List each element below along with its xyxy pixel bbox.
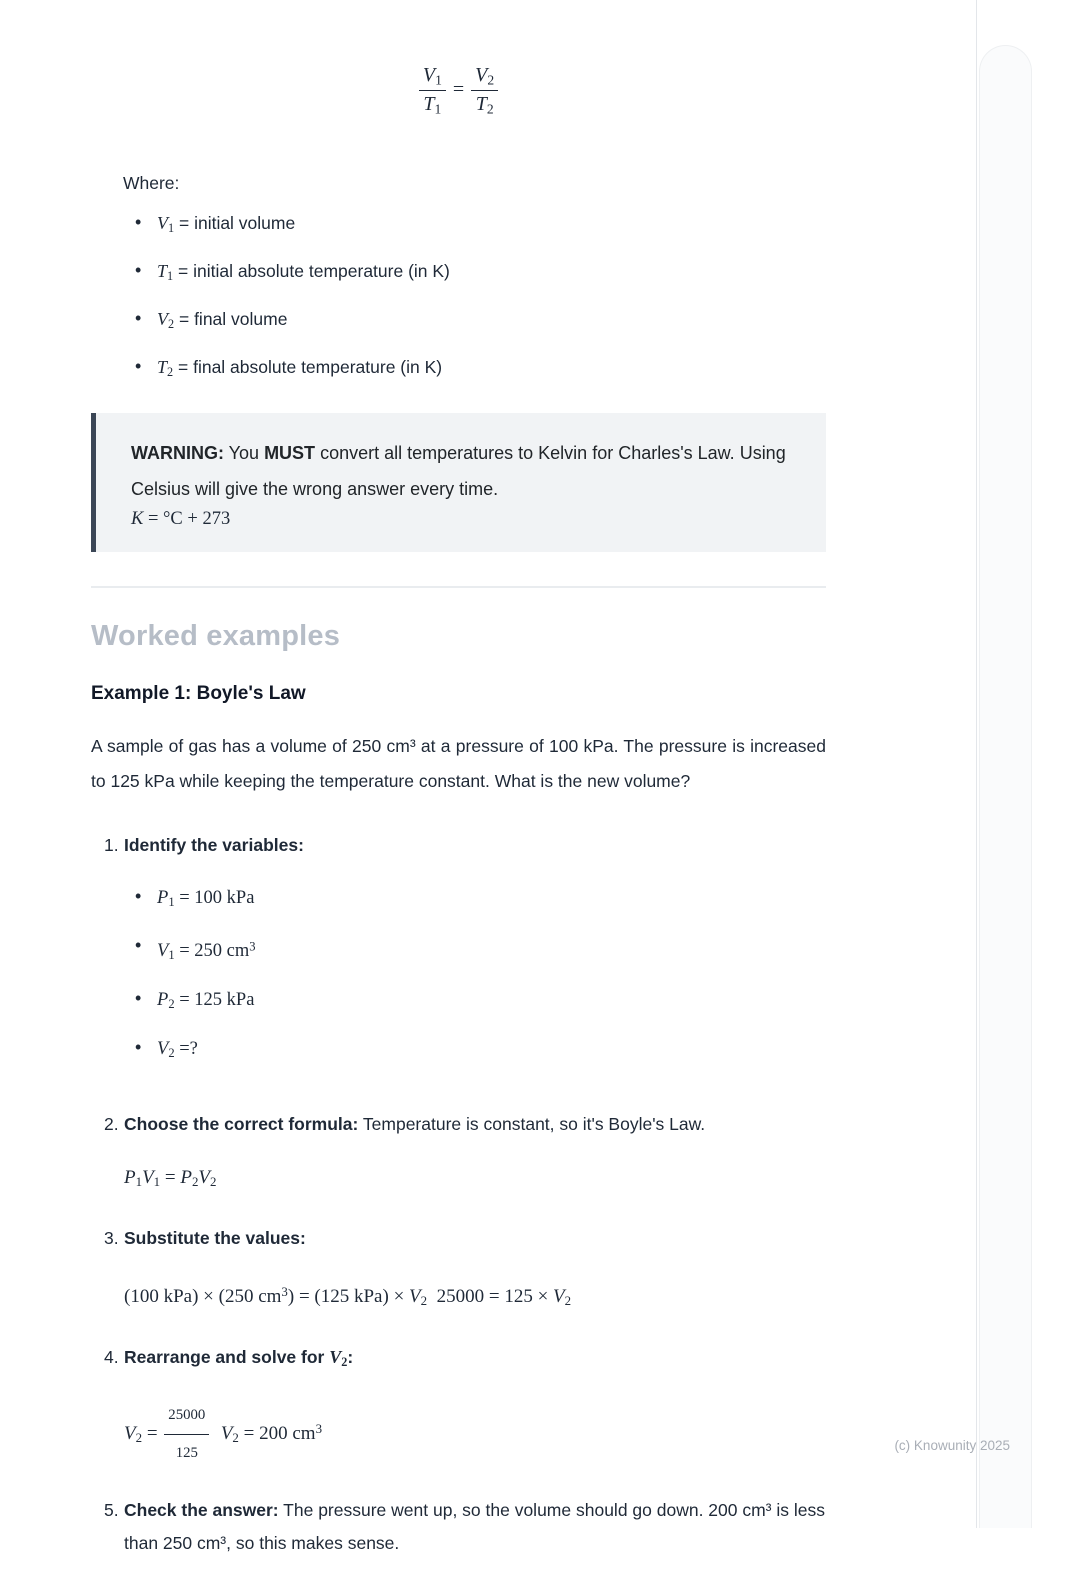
warning-text <box>131 435 796 507</box>
scrollbar-thumb[interactable] <box>979 45 1032 1528</box>
warning-rest: convert all temperatures to Kelvin for Charles's Law. Using Celsius will give the wrong answer every time. <box>131 442 786 499</box>
math-expression: V1 = 250 $cm^3$ <box>157 939 256 962</box>
section-divider <box>91 586 826 588</box>
step-lead: Check the answer: <box>124 1500 279 1521</box>
example-heading: Example 1: Boyle's Law <box>91 682 306 704</box>
steps-list <box>91 829 826 1561</box>
step-body <box>124 1108 826 1198</box>
copyright-footer: (c) Knowunity 2025 <box>894 1438 1010 1453</box>
list-item <box>135 210 826 241</box>
section-title: Worked examples <box>91 619 341 652</box>
list-item <box>135 306 826 337</box>
step-body <box>124 829 826 1084</box>
step-number: 3. <box>104 1228 119 1249</box>
where-list <box>135 210 826 385</box>
boyles-law-formula: P1V1 = P2V2 <box>124 1167 217 1190</box>
step-choose-formula <box>104 1108 826 1198</box>
math-var: V2 <box>157 308 175 331</box>
solution-formula: V2 = $\frac{25000}{125}$ V2 = 200 $cm^3$ <box>124 1399 826 1470</box>
step-lead-post: : <box>347 1347 354 1368</box>
step-body <box>124 1341 826 1470</box>
substitution-formula: (100 kPa) × (250 $cm^3) = (125$ kPa) × V2 25000 = 125 × V2 <box>124 1284 572 1309</box>
step-substitute <box>104 1222 826 1317</box>
list-item <box>135 258 826 289</box>
kelvin-conversion-formula: K = °C + 273 <box>131 508 231 529</box>
warning-emphasis: MUST <box>264 442 316 463</box>
step-body <box>124 1494 826 1560</box>
step-lead: Substitute the values: <box>124 1228 306 1249</box>
problem-statement: A sample of gas has a volume of 250 cm³ at a pressure of 100 kPa. The pressure is increased to 125 kPa while keeping the temperature constant. What is the new volume? <box>91 735 826 791</box>
step-rest: The pressure went up, so the volume should go down. 200 cm³ is less than 250 cm³, so this makes sense. <box>124 1500 825 1554</box>
step-number: 2. <box>104 1114 119 1135</box>
where-label: Where: <box>123 172 180 193</box>
step-identify <box>104 829 826 1084</box>
math-expression: P2 = 125 kPa <box>157 989 255 1012</box>
math-var: V2 <box>329 1347 348 1370</box>
step-lead-pre: Rearrange and solve for <box>124 1347 330 1368</box>
list-item <box>135 884 826 915</box>
list-item-text: = initial absolute temperature (in K) <box>173 260 450 281</box>
warning-callout <box>91 413 826 552</box>
step-check <box>104 1494 826 1560</box>
math-var: V1 <box>157 212 175 235</box>
warning-label: WARNING: <box>131 442 224 463</box>
list-item-text: = initial volume <box>174 212 296 233</box>
variables-list <box>135 884 826 1066</box>
step-body <box>124 1222 826 1317</box>
list-item-text: = final absolute temperature (in K) <box>173 356 443 377</box>
math-expression: V2 =? <box>157 1039 198 1061</box>
list-item <box>135 986 826 1017</box>
math-expression: P1 = 100 kPa <box>157 887 255 910</box>
step-lead: Choose the correct formula: <box>124 1114 359 1135</box>
list-item <box>135 354 826 385</box>
step-lead <box>124 1347 354 1370</box>
charles-law-formula: $\frac{V1}{T1}$ = $\frac{V2}{T2}$ <box>91 64 826 118</box>
warning-pre: You <box>224 442 265 463</box>
list-item <box>135 1035 826 1066</box>
step-rest: Temperature is constant, so it's Boyle's Law. <box>358 1114 706 1135</box>
math-var: T1 <box>157 260 174 283</box>
step-lead: Identify the variables: <box>124 834 304 855</box>
document-content <box>91 0 826 1584</box>
list-item-text: = final volume <box>174 308 288 329</box>
step-number: 4. <box>104 1347 119 1368</box>
list-item <box>135 933 826 968</box>
page-edge-rule <box>976 0 977 1528</box>
step-rearrange <box>104 1341 826 1470</box>
math-var: T2 <box>157 356 174 379</box>
step-number: 1. <box>104 834 119 855</box>
step-number: 5. <box>104 1500 119 1521</box>
